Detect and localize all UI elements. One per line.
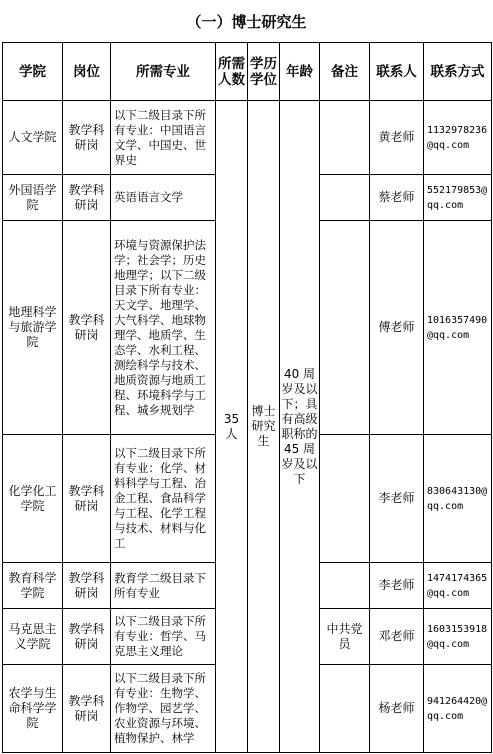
major-cell: 以下二级目录下所有专业：中国语言文学、中国史、世界史	[111, 101, 216, 175]
contact-cell: 李老师	[370, 563, 424, 609]
position-cell: 教学科研岗	[63, 175, 111, 221]
contact-cell: 杨老师	[370, 665, 424, 753]
header-contact-method: 联系方式	[424, 43, 492, 101]
position-cell: 教学科研岗	[63, 609, 111, 665]
note-cell	[320, 221, 370, 435]
contact-method-cell: 1016357490@qq.com	[424, 221, 492, 435]
contact-method-cell: 1603153918@qq.com	[424, 609, 492, 665]
college-cell: 人文学院	[3, 101, 63, 175]
note-cell: 中共党员	[320, 609, 370, 665]
contact-cell: 傅老师	[370, 221, 424, 435]
note-cell	[320, 175, 370, 221]
table-row	[3, 101, 492, 175]
major-cell: 教育学二级目录下所有专业	[111, 563, 216, 609]
header-college: 学院	[3, 43, 63, 101]
contact-method-cell: 1474174365@qq.com	[424, 563, 492, 609]
college-cell: 地理科学与旅游学院	[3, 221, 63, 435]
contact-cell: 黄老师	[370, 101, 424, 175]
age-cell: 40 周岁及以下；具有高级职称的 45 周岁及以下	[280, 101, 320, 753]
header-row	[3, 43, 492, 101]
note-cell	[320, 563, 370, 609]
major-cell: 英语语言文学	[111, 175, 216, 221]
major-cell: 以下二级目录下所有专业：哲学、马克思主义理论	[111, 609, 216, 665]
position-cell: 教学科研岗	[63, 563, 111, 609]
college-cell: 马克思主义学院	[3, 609, 63, 665]
header-age: 年龄	[280, 43, 320, 101]
header-position: 岗位	[63, 43, 111, 101]
count-cell: 35 人	[216, 101, 248, 753]
recruitment-table	[2, 42, 492, 753]
position-cell: 教学科研岗	[63, 221, 111, 435]
note-cell	[320, 101, 370, 175]
contact-method-cell: 552179853@qq.com	[424, 175, 492, 221]
contact-method-cell: 830643130@qq.com	[424, 435, 492, 563]
major-cell: 以下二级目录下所有专业：生物学、作物学、园艺学、农业资源与环境、植物保护、林学	[111, 665, 216, 753]
college-cell: 化学化工学院	[3, 435, 63, 563]
major-cell: 以下二级目录下所有专业：化学、材料科学与工程、冶金工程、食品科学与工程、化学工程与技术、材料与化工	[111, 435, 216, 563]
header-count: 所需人数	[216, 43, 248, 101]
note-cell	[320, 665, 370, 753]
contact-cell: 邓老师	[370, 609, 424, 665]
college-cell: 农学与生命科学学院	[3, 665, 63, 753]
note-cell	[320, 435, 370, 563]
position-cell: 教学科研岗	[63, 665, 111, 753]
contact-cell: 蔡老师	[370, 175, 424, 221]
position-cell: 教学科研岗	[63, 435, 111, 563]
college-cell: 外国语学院	[3, 175, 63, 221]
contact-cell: 李老师	[370, 435, 424, 563]
position-cell: 教学科研岗	[63, 101, 111, 175]
college-cell: 教育科学学院	[3, 563, 63, 609]
major-cell: 环境与资源保护法学；社会学；历史地理学；以下二级目录下所有专业：天文学、地理学、大气科学、地球物理学、地质学、生态学、水利工程、测绘科学与技术、地质资源与地质工程、环境科学与工程、城乡规划学	[111, 221, 216, 435]
degree-cell: 博士研究生	[248, 101, 280, 753]
header-contact: 联系人	[370, 43, 424, 101]
header-degree: 学历学位	[248, 43, 280, 101]
section-title: （一）博士研究生	[186, 12, 307, 31]
contact-method-cell: 941264420@qq.com	[424, 665, 492, 753]
header-major: 所需专业	[111, 43, 216, 101]
contact-method-cell: 1132978236@qq.com	[424, 101, 492, 175]
header-note: 备注	[320, 43, 370, 101]
